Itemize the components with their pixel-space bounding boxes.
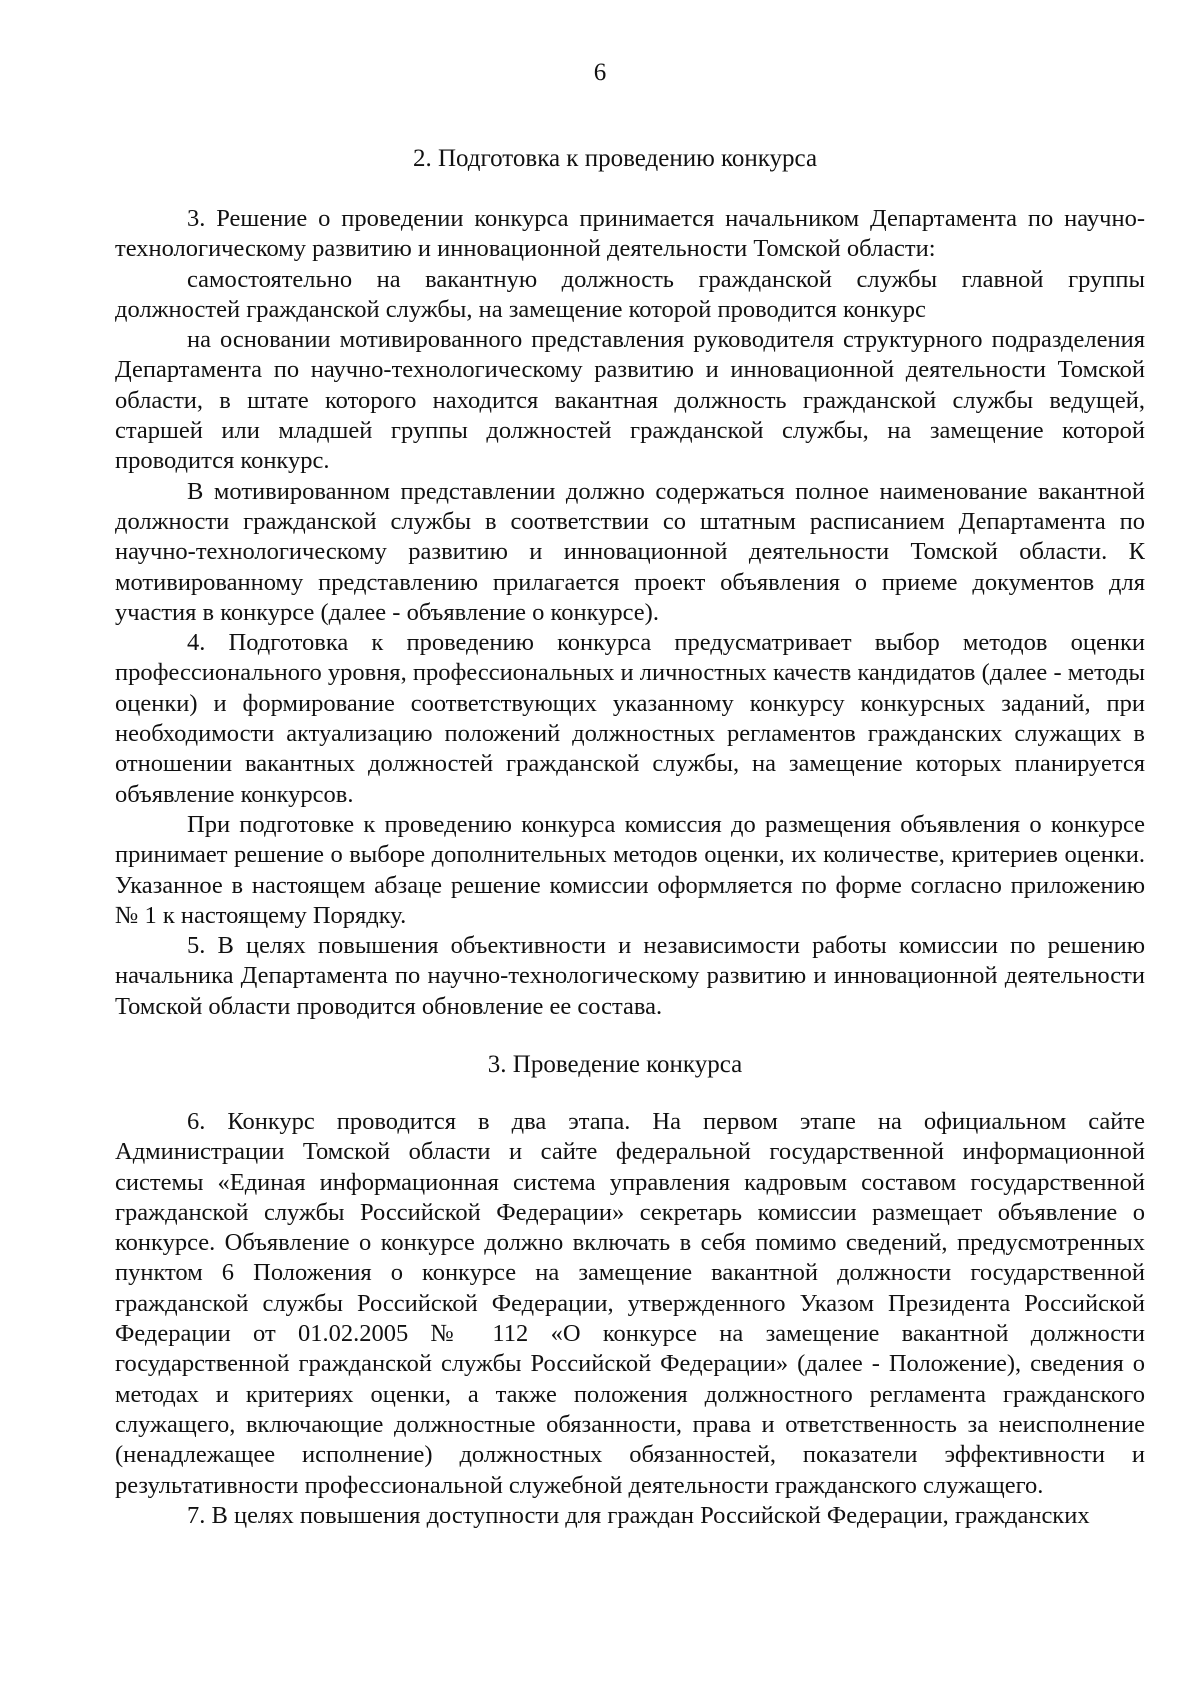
section-body-preparation [115, 204, 1145, 1022]
paragraph-representation-content: В мотивированном представлении должно содержаться полное наименование вакантной должности гражданской службы в соответствии со штатным расписанием Департамента по научно-технологическому развитию и инновационной деятельности Томской области. К мотивированному представлению прилагается проект объявления о приеме документов для участия в конкурсе (далее - объявление о конкурсе). [115, 477, 1145, 626]
section-body-conduct [115, 1107, 1145, 1531]
page-number: 6 [593, 59, 607, 86]
paragraph-item-6: 6. Конкурс проводится в два этапа. На первом этапе на официальном сайте Администрации Томской области и сайте федеральной государственной информационной системы «Единая информационная система управления кадровым составом государственной гражданской службы Российской Федерации» секретарь комиссии размещает объявление о конкурсе. Объявление о конкурсе должно включать в себя помимо сведений, предусмотренных пунктом 6 Положения о конкурсе на замещение вакантной должности государственной гражданской службы Российской Федерации, утвержденного Указом Президента Российской Федерации от 01.02.2005 № 112 «О конкурсе на замещение вакантной должности государственной гражданской службы Российской Федерации» (далее - Положение), сведения о методах и критериях оценки, а также положения должностного регламента гражданского служащего, включающие должностные обязанности, права и ответственность за неисполнение (ненадлежащее исполнение) должностных обязанностей, показатели эффективности и результативности профессиональной служебной деятельности гражданского служащего. [115, 1108, 1145, 1499]
paragraph-commission-decision: При подготовке к проведению конкурса комиссия до размещения объявления о конкурсе принимает решение о выборе дополнительных методов оценки, их количестве, критериев оценки. Указанное в настоящем абзаце решение комиссии оформляется по форме согласно приложению № 1 к настоящему Порядку. [115, 810, 1145, 929]
section-heading-conduct: 3. Проведение конкурса [487, 1051, 743, 1078]
paragraph-item-5: 5. В целях повышения объективности и независимости работы комиссии по решению начальника Департамента по научно-технологическому развитию и инновационной деятельности Томской области проводится обновление ее состава. [115, 932, 1145, 1020]
paragraph-item-4: 4. Подготовка к проведению конкурса предусматривает выбор методов оценки профессионального уровня, профессиональных и личностных качеств кандидатов (далее - методы оценки) и формирование соответствующих указанному конкурсу конкурсных заданий, при необходимости актуализацию положений должностных регламентов гражданских служащих в отношении вакантных должностей гражданской службы, на замещение которых планируется объявление конкурсов. [115, 629, 1145, 808]
paragraph-motivated-representation: на основании мотивированного представления руководителя структурного подразделения Департамента по научно-технологическому развитию и инновационной деятельности Томской области, в штате которого находится вакантная должность гражданской службы ведущей, старшей или младшей группы должностей гражданской службы, на замещение которой проводится конкурс. [115, 326, 1145, 475]
paragraph-item-3: 3. Решение о проведении конкурса принимается начальником Департамента по научно-технологическому развитию и инновационной деятельности Томской области: [115, 205, 1145, 263]
section-heading-preparation: 2. Подготовка к проведению конкурса [412, 145, 818, 172]
paragraph-item-7: 7. В целях повышения доступности для граждан Российской Федерации, гражданских [187, 1501, 1090, 1529]
paragraph-self-decision: самостоятельно на вакантную должность гражданской службы главной группы должностей гражданской службы, на замещение которой проводится конкурс [115, 265, 1145, 323]
